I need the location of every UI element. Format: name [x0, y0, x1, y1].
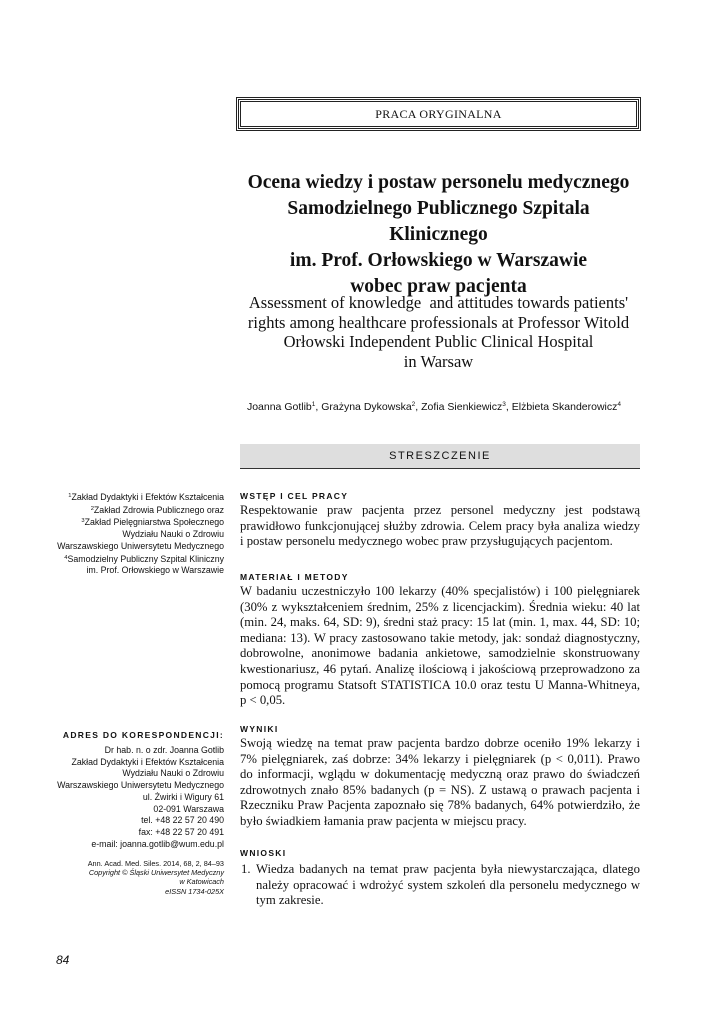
correspondence-line: Warszawskiego Uniwersytetu Medycznego: [57, 780, 224, 791]
affiliation-line: im. Prof. Orłowskiego w Warszawie: [86, 565, 224, 576]
title-polish: [236, 170, 641, 300]
article-type-banner: [236, 97, 641, 131]
affiliation-mark: 3: [81, 518, 85, 525]
author-name: Elżbieta Skanderowicz: [511, 401, 618, 413]
author-name: Joanna Gotlib: [246, 401, 312, 413]
correspondence-heading: ADRES DO KORESPONDENCJI:: [62, 730, 224, 740]
section-text: Swoją wiedzę na temat praw pacjenta bardzo dobrze oceniło 19% lekarzy i 7% pielęgniarek, zaś dobrze: 34% lekarzy i pielęgniarek (p < 0,011). Prawo do informacji, wglądu w dokumentację medyczną oraz prawo do świadczeń zdrowotnych znało 85% badanych (p = NS). Z ustawą o prawach pacjenta i Rzeczniku Praw Pacjenta zapoznało się 78% badanych, 64% potwierdziło, że było świadkiem łamania praw pacjenta w miejscu pracy.: [240, 736, 640, 828]
author-list: Joanna Gotlib$^1$, Grażyna Dykowska$^2$, Zofia Sienkiewicz$^3$, Elżbieta Skanderowicz$^4$: [246, 401, 621, 413]
citation-line: Copyright © Śląski Uniwersytet Medyczny: [88, 868, 224, 878]
author-affiliation-mark: 4: [617, 401, 621, 408]
affiliation-line: Warszawskiego Uniwersytetu Medycznego: [57, 540, 224, 551]
citation-line: w Katowicach: [179, 877, 224, 887]
section-body-methods: [240, 584, 640, 709]
section-heading-intro: WSTĘP I CEL PRACY: [240, 491, 349, 501]
affiliation-mark: 2: [90, 505, 94, 512]
correspondence-address: [44, 745, 224, 850]
title-polish-line: im. Prof. Orłowskiego w Warszawie: [289, 250, 588, 271]
correspondence-email[interactable]: e-mail: joanna.gotlib@wum.edu.pl: [91, 838, 224, 849]
conclusion-number: 1.: [241, 862, 251, 876]
conclusion-item: [240, 862, 640, 909]
citation-line: eISSN 1734-025X: [165, 886, 224, 896]
citation-line: Ann. Acad. Med. Siles. 2014, 68, 2, 84–93: [87, 859, 224, 868]
correspondence-line: Dr hab. n. o zdr. Joanna Gotlib: [104, 745, 224, 755]
article-type-label: PRACA ORYGINALNA: [375, 106, 502, 121]
affiliation-line: $^4$Samodzielny Publiczny Szpital Kliniczny: [64, 553, 224, 564]
title-polish-line: Ocena wiedzy i postaw personelu medycznego: [247, 172, 630, 193]
author-name: Zofia Sienkiewicz: [421, 401, 503, 413]
affiliation-line: $^3$Zakład Pielęgniarstwa Społecznego: [81, 517, 224, 528]
section-heading-methods: MATERIAŁ I METODY: [240, 572, 349, 582]
author-affiliation-mark: 3: [502, 401, 506, 408]
author-affiliation-mark: 2: [411, 401, 416, 408]
correspondence-line: fax: +48 22 57 20 491: [138, 826, 224, 837]
abstract-heading: STRESZCZENIE: [389, 450, 491, 462]
affiliation-line: $^2$Zakład Zdrowia Publicznego oraz: [90, 504, 224, 515]
title-english-line: rights among healthcare professionals at Professor Witold: [247, 312, 630, 332]
affiliations: [44, 491, 224, 577]
affiliation-mark: 4: [64, 554, 68, 561]
author-name: Grażyna Dykowska: [321, 401, 412, 413]
section-body-intro: [240, 503, 640, 550]
author-affiliation-mark: 1: [311, 401, 316, 408]
title-polish-line: wobec praw pacjenta: [350, 276, 527, 297]
affiliation-mark: 1: [68, 493, 72, 499]
citation-block: [44, 859, 224, 896]
title-polish-line: Samodzielnego Publicznego Szpitala Klinicznego: [287, 198, 590, 245]
correspondence-line: ul. Żwirki i Wigury 61: [142, 791, 224, 802]
section-text: Respektowanie praw pacjenta przez personel medyczny jest podstawą prawidłowo funkcjonującej służby zdrowia. Celem pracy była analiza wiedzy i postaw personelu medycznego wobec praw przysługujących pacjentom.: [240, 503, 640, 549]
correspondence-line: 02-091 Warszawa: [153, 803, 224, 814]
title-english-line: in Warsaw: [403, 351, 474, 371]
correspondence-line: Zakład Dydaktyki i Efektów Kształcenia: [71, 756, 224, 767]
section-heading-results: WYNIKI: [240, 724, 279, 734]
section-body-results: [240, 736, 640, 830]
title-english-line: Orłowski Independent Public Clinical Hospital: [283, 332, 594, 351]
title-english-line: Assessment of knowledge and attitudes towards patients': [248, 293, 629, 312]
section-text: W badaniu uczestniczyło 100 lekarzy (40% specjalistów) i 100 pielęgniarek (30% z wykształceniem średnim, 25% z licencjackim). Średnia wieku: 40 lat (min. 24, maks. 64, SD: 9), średni staż pracy: 15 lat (min. 1, max. 44, SD: 10; mediana: 13). W pracy zastosowano takie metody, jak: sondaż diagnostyczny, dobrowolne, anonimowe badania ankietowe, samodzielnie skonstruowany kwestionariusz, 46 pytań. Analizę ilościową i jakościową przeprowadzono za pomocą programu Statsoft STATISTICA 10.0 oraz testu U Manna-Whitneya, p < 0,05.: [240, 584, 640, 708]
correspondence-line: tel. +48 22 57 20 490: [141, 815, 224, 826]
affiliation-line: Wydziału Nauki o Zdrowiu: [122, 529, 224, 540]
affiliation-line: $^1$Zakład Dydaktyki i Efektów Kształcenia: [68, 492, 224, 502]
section-heading-conclusions: WNIOSKI: [240, 848, 287, 858]
abstract-heading-bar: [240, 444, 640, 469]
page-number: 84: [56, 953, 70, 967]
correspondence-line: Wydziału Nauki o Zdrowiu: [122, 768, 224, 779]
conclusion-text: Wiedza badanych na temat praw pacjenta była niewystarczająca, dlatego należy opracować i wdrożyć system szkoleń dla personelu medycznego w tym zakresie.: [256, 862, 640, 908]
title-english: [236, 293, 641, 371]
